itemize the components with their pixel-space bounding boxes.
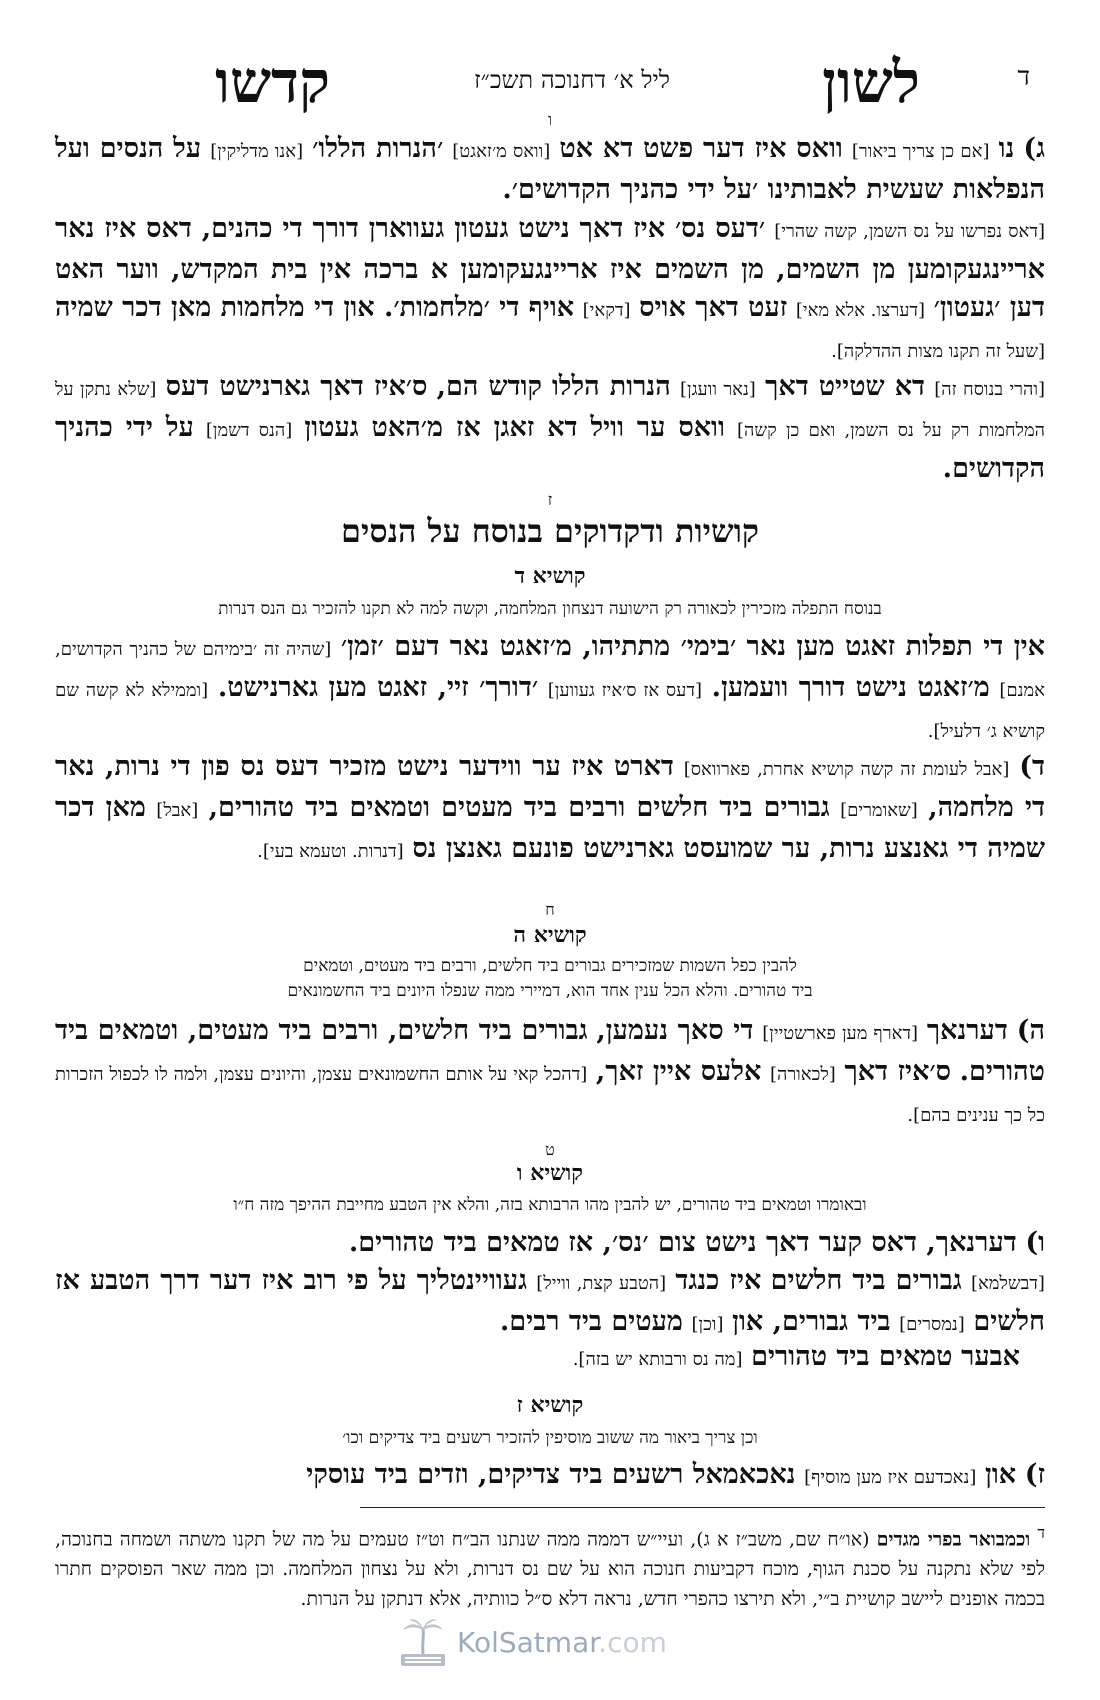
bracket-note: [והרי בנוסח זה]	[934, 379, 1045, 400]
bracket-note: [דקאי]	[582, 300, 631, 321]
paragraph-v	[55, 1224, 1045, 1262]
bracket-note: [שהיה זה ׳בימיהם של כהניך הקדושים, אמנם]	[55, 639, 1045, 701]
bracket-note: [אבל]	[156, 800, 199, 821]
bracket-note: [שלא נתקן על המלחמות רק על נס השמן, ואם כן קשה]	[55, 379, 1046, 441]
kushya-summary: בנוסח התפלה מזכירין לכאורה רק הישועה דנצחון המלחמה, וקשה למה לא תקנו להזכיר גם הנס דנרות	[218, 599, 882, 619]
header-title-left: קדשו	[215, 48, 330, 116]
bracket-note: [דארף מען פארשטיין]	[762, 1023, 919, 1044]
bold-text: ביד גבורים, און	[732, 1306, 891, 1337]
paragraph-kushya-d	[55, 628, 1045, 751]
kushya-summary: ביד טהורים. והלא הכל ענין אחד הוא, דמיירי ממה שנפלו היונים ביד החשמונאים	[287, 981, 813, 1001]
palm-tree-logo-icon	[395, 1614, 451, 1670]
bold-text: ס׳איז דאך	[844, 1056, 952, 1087]
bold-text: ס׳איז דאך גארנישט דעס	[165, 371, 428, 402]
bold-text: טמאים ביד טהורים.	[348, 1227, 560, 1258]
footnote-divider	[360, 1507, 1045, 1508]
bold-text: וכמבואר בפרי מגדים	[876, 1528, 1031, 1551]
bracket-note: [הנס דשמן]	[205, 420, 293, 441]
section-title: קושיות ודקדוקים בנוסח על הנסים	[341, 512, 759, 550]
paragraph-g-cont	[55, 210, 1045, 371]
bracket-note: [אם כן צריך ביאור]	[851, 141, 990, 162]
bold-text: הנרות הללו קודש הם,	[436, 371, 671, 402]
bracket-note: [דהכל קאי על אותם החשמונאים עצמן, והיונים עצמן, ולמה לו לכפול הזכרות כל כך ענינים בהם].	[55, 1064, 1045, 1126]
footnote-number: ד	[1037, 1523, 1045, 1542]
watermark-brand: KolSatmar.com	[457, 1625, 667, 1659]
bold-text: מ׳זאגט נישט דורך וועמען.	[711, 672, 990, 703]
bold-text: אבער	[961, 1341, 1020, 1372]
bold-text: אלעס איין זאך,	[595, 1056, 762, 1087]
bracket-note: [דנרות. וטעמא בעי].	[257, 841, 404, 862]
paragraph-d	[55, 748, 1045, 871]
bracket-note: [לכאורה]	[769, 1064, 836, 1085]
bold-text: על הנסים ועל הנפלאות שעשית לאבותינו ׳על ידי כהניך הקדושים׳.	[55, 133, 1045, 205]
paragraph-g-end	[55, 368, 1045, 488]
bracket-note: [דאס נפרשו על נס השמן, קשה שהרי]	[774, 221, 1046, 242]
kushya-summary: ובאומרו וטמאים ביד טהורים, יש להבין מהו הרבותא בזה, והלא אין הטבע מחייבת ההיפך מזה ח״ו	[233, 1195, 867, 1215]
bold-text: דערנאך	[926, 1015, 1008, 1046]
bracket-note: [שאומרים]	[840, 800, 918, 821]
bold-text: גבורים ביד חלשים	[770, 1265, 962, 1296]
bold-text: דא שטייט דאך	[765, 371, 926, 402]
bracket-note: [מה נס ורבותא יש בזה].	[572, 1349, 743, 1370]
bold-text: על ידי כהניך הקדושים.	[55, 412, 1045, 484]
bracket-note: [שעל זה תקנו מצות ההדלקה].	[831, 341, 1045, 362]
footnote-text: (או״ח שם, משב״ז א ג), ועיי״ש דממה ממה שנתנו הב״ח וט״ז טעמים על מה של תקנו משתה ושמחה בחנוכה, לפי שלא נתקנה על סכנת הגוף, מוכח דקביעות חנוכה הוא על שם נס דנרות, ולא על נצחון המלחמה. וכן ממה שאר הפוסקים חתרו בכמה אופנים ליישב קושיית ב״י, ולא תירצו כהפרי חדש, נראה דלא ס״ל כוותיה, אלא דנתקן על הנרות.	[55, 1528, 1045, 1611]
bold-text: איז כנגד	[675, 1265, 762, 1296]
watermark	[395, 1612, 667, 1672]
bold-text: דארט איז ער ווידער נישט מזכיר דעס נס פון די נרות, נאר די מלחמה,	[55, 751, 1046, 823]
bracket-note: [נאכדעם איז מען מוסיף]	[804, 1467, 977, 1488]
bracket-note: [וממילא לא קשה שם קושיא ג׳ דלעיל].	[55, 680, 1045, 742]
para-mark: ז)	[1024, 1459, 1045, 1490]
bold-text: די סאך נעמען,	[596, 1015, 754, 1046]
paragraph-g	[55, 130, 1045, 209]
header-title-right: לשון	[822, 48, 920, 116]
bold-text: נו	[998, 133, 1015, 164]
kushya-title: קושיא ד	[514, 563, 586, 589]
paragraph-v-end	[55, 1338, 1020, 1379]
paragraph-z	[55, 1456, 1045, 1497]
bracket-note: [אבל לעומת זה קשה קושיא אחרת, פארוואס]	[683, 759, 1010, 780]
bracket-note: [נמסרים]	[899, 1314, 965, 1335]
bracket-note: [וואס מ׳זאגט]	[452, 141, 551, 162]
para-mark: ג)	[1023, 133, 1046, 164]
bold-text: וואס איז דער פשט דא אט	[559, 133, 843, 164]
kushya-summary: וכן צריך ביאור מה ששוב מוסיפין להזכיר רשעים ביד צדיקים וכו׳	[342, 1428, 758, 1448]
bold-text: אויף די ׳מלחמות׳. און די מלחמות מאן דכר שמיה	[55, 292, 575, 323]
bracket-note: [וכן]	[691, 1314, 724, 1335]
bracket-note: [דערצו. אלא מאי]	[795, 300, 926, 321]
bold-text: זעט דאך אויס	[639, 292, 788, 323]
bracket-note: [הטבע קצת, ווייל]	[536, 1273, 667, 1294]
paragraph-v-cont	[55, 1262, 1045, 1344]
kushya-summary: להבין כפל השמות שמזכירים גבורים ביד חלשים, ורבים ביד מעטים, וטמאים	[303, 956, 797, 976]
kushya-title: קושיא ו	[516, 1160, 584, 1186]
header-subtitle: ליל א׳ דחנוכה תשכ״ז	[474, 66, 670, 94]
bold-text: געוויינטליך על פי רוב איז דער דרך הטבע אז חלשים	[55, 1265, 1045, 1337]
section-marker: ט	[545, 1140, 555, 1159]
bold-text: מעטים ביד רבים.	[499, 1306, 683, 1337]
section-marker: ו	[547, 110, 553, 129]
bold-text: גבורים ביד חלשים, ורבים ביד מעטים, וטמאים ביד טהורים.	[55, 1015, 1045, 1087]
paragraph-h	[55, 1012, 1045, 1135]
bracket-note: [נאר וועגן]	[679, 379, 756, 400]
kushya-title: קושיא ה	[513, 922, 587, 948]
para-mark: ו)	[1025, 1227, 1045, 1258]
bracket-note: [אנו מדליקין]	[210, 141, 304, 162]
bold-text: נאכאמאל רשעים ביד צדיקים, וזדים ביד עוסקי	[306, 1459, 796, 1490]
bold-text: ׳דורך׳ זיי, זאגט מען גארנישט.	[217, 672, 539, 703]
section-marker: ז	[547, 490, 553, 509]
para-mark: ד)	[1019, 751, 1045, 782]
bold-text: דערנאך, דאס קער דאך נישט צום ׳נס׳, אז	[568, 1227, 1017, 1258]
bold-text: און	[984, 1459, 1017, 1490]
bold-text: ׳דעס נס׳ איז דאך נישט געטון געווארן דורך די כהנים, דאס איז נאר אריינגעקומען מן השמים, מן השמים איז אריינגעקומען א ברכה אין בית המקדש, ווער האט דען ׳געטון׳	[55, 213, 1045, 323]
bold-text: מאן דכר שמיה די גאנצע נרות, ער שמועסט גארנישט פונעם גאנצן נס	[55, 792, 1045, 864]
para-mark: ה)	[1016, 1015, 1045, 1046]
bold-text: ׳הנרות הללו׳	[312, 133, 444, 164]
bracket-note: [דעס אז ס׳איז געווען]	[547, 680, 703, 701]
bold-text: גבורים ביד חלשים ורבים ביד מעטים וטמאים ביד טהורים,	[208, 792, 830, 823]
footnote	[55, 1518, 1045, 1614]
bold-text: טמאים ביד טהורים	[751, 1341, 953, 1372]
bold-text: אין די תפלות זאגט מען נאר ׳בימי׳ מתתיהו, מ׳זאגט נאר דעם ׳זמן׳	[340, 631, 1045, 662]
kushya-title: קושיא ז	[516, 1392, 584, 1418]
page-number: ד	[1017, 62, 1030, 92]
bold-text: וואס ער וויל דא זאגן אז מ׳האט געטון	[304, 412, 725, 443]
section-marker: ח	[545, 900, 555, 919]
bracket-note: [דבשלמא]	[970, 1273, 1045, 1294]
